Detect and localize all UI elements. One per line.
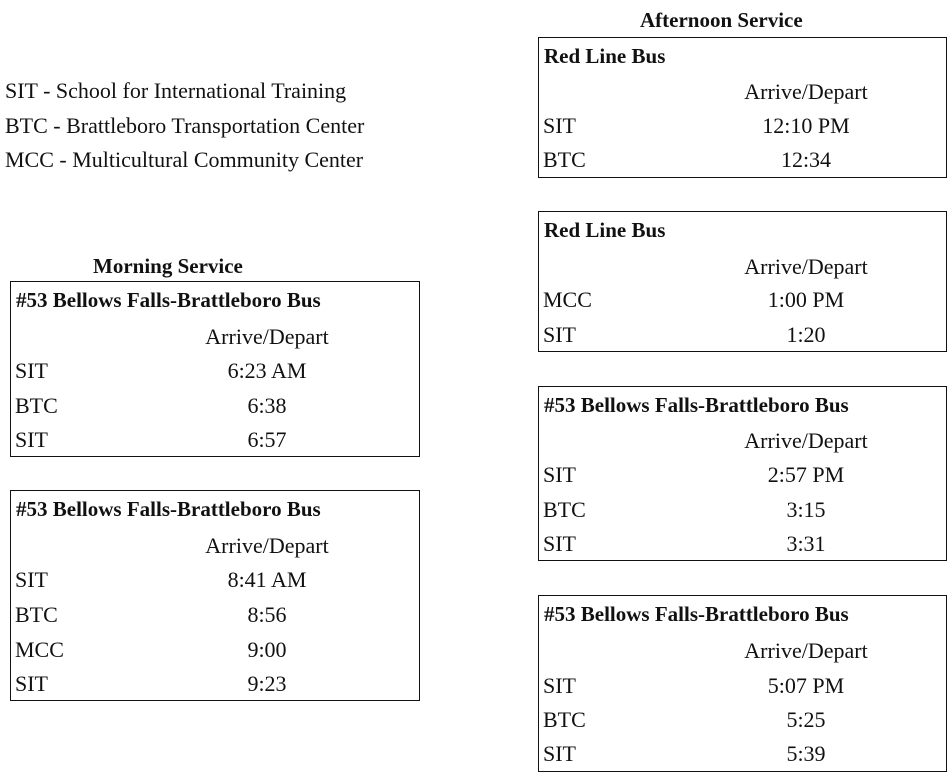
stop-name: SIT [543,322,576,347]
schedule-row [11,423,419,457]
afternoon-schedule-box-3 [538,386,947,561]
stop-time: 5:25 [786,707,826,732]
stop-time: 6:38 [247,393,287,418]
stop-time: 2:57 PM [767,462,845,487]
box-title: Red Line Bus [544,44,666,68]
stop-name: SIT [543,673,576,698]
schedule-row [539,458,946,492]
stop-time: 3:15 [786,497,826,522]
stop-name: SIT [15,358,48,383]
stop-time: 1:00 PM [767,287,845,312]
schedule-row [539,669,946,703]
stop-time: 12:34 [780,147,832,172]
stop-name: SIT [15,567,48,592]
stop-name: BTC [15,393,58,418]
stop-name: SIT [15,427,48,452]
arrive-depart-header: Arrive/Depart [205,324,329,349]
stop-name: SIT [543,113,576,138]
stop-time: 12:10 PM [762,113,850,138]
stop-name: BTC [543,147,586,172]
stop-name: BTC [15,602,58,627]
stop-name: BTC [543,707,586,732]
schedule-row [539,527,946,561]
stop-name: SIT [543,531,576,556]
stop-time: 8:56 [247,602,287,627]
schedule-row [539,143,946,177]
schedule-row [11,563,419,597]
box-title: #53 Bellows Falls-Brattleboro Bus [544,602,849,626]
stop-time: 5:39 [786,741,826,766]
stop-time: 1:20 [786,322,826,347]
arrive-depart-header: Arrive/Depart [744,79,868,104]
schedule-row [539,109,946,143]
schedule-row [11,354,419,388]
legend-mcc: MCC - Multicultural Community Center [5,147,364,172]
schedule-row [539,493,946,527]
box-title: #53 Bellows Falls-Brattleboro Bus [544,393,849,417]
schedule-row [11,598,419,632]
afternoon-service-title: Afternoon Service [640,8,803,32]
stop-name: BTC [543,497,586,522]
schedule-row [539,318,946,352]
stop-time: 6:57 [247,427,287,452]
morning-schedule-box-1 [10,281,420,457]
stop-time: 8:41 AM [227,567,307,592]
schedule-row [11,389,419,423]
schedule-row [539,283,946,317]
stop-time: 9:23 [247,671,287,696]
afternoon-schedule-box-1 [538,37,947,178]
legend-sit: SIT - School for International Training [5,78,347,103]
arrive-depart-header: Arrive/Depart [744,638,868,663]
stop-name: SIT [543,741,576,766]
afternoon-schedule-box-2 [538,211,947,352]
box-title: #53 Bellows Falls-Brattleboro Bus [16,497,321,521]
arrive-depart-header: Arrive/Depart [205,533,329,558]
legend-btc: BTC - Brattleboro Transportation Center [5,113,365,138]
stop-name: SIT [15,671,48,696]
schedule-row [539,703,946,737]
schedule-row [11,667,419,701]
box-title: #53 Bellows Falls-Brattleboro Bus [16,288,321,312]
afternoon-schedule-box-4 [538,595,947,772]
stop-time: 3:31 [786,531,826,556]
schedule-row [539,737,946,771]
stop-time: 5:07 PM [767,673,845,698]
morning-service-title: Morning Service [93,254,243,278]
stop-time: 6:23 AM [227,358,307,383]
stop-name: MCC [543,287,592,312]
box-title: Red Line Bus [544,218,666,242]
schedule-row [11,633,419,667]
stop-time: 9:00 [247,637,287,662]
arrive-depart-header: Arrive/Depart [744,254,868,279]
stop-name: MCC [15,637,64,662]
stop-name: SIT [543,462,576,487]
morning-schedule-box-2 [10,490,420,701]
arrive-depart-header: Arrive/Depart [744,428,868,453]
